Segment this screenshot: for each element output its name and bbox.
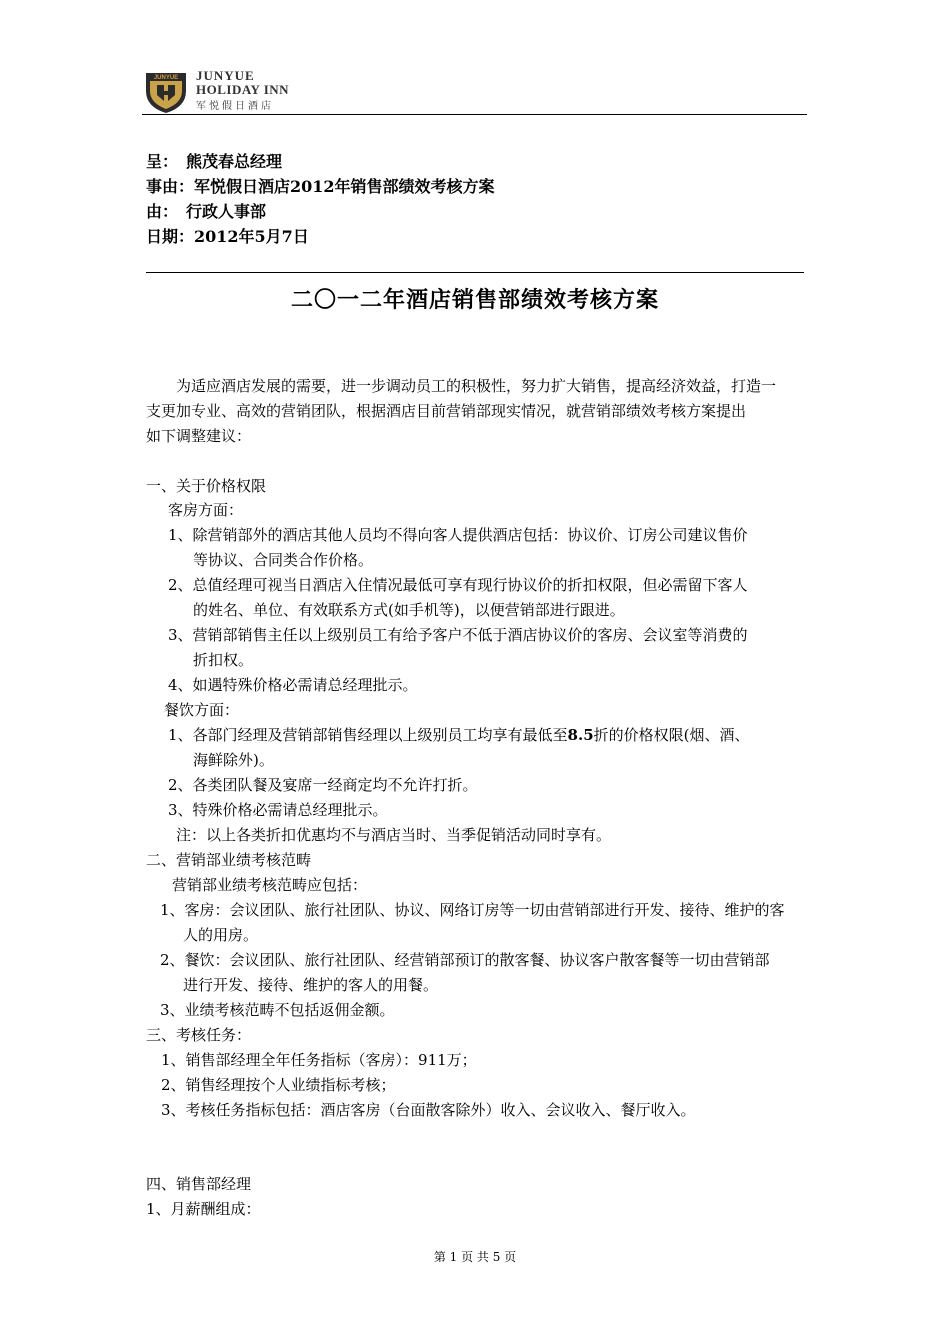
fb-item-1-line-2: 海鲜除外)。	[193, 751, 274, 769]
memo-subject-value: 军悦假日酒店2012年销售部绩效考核方案	[194, 177, 495, 196]
section2-item-1-line-2: 人的用房。	[183, 926, 259, 944]
section3-item-1: 1、销售部经理全年任务指标（客房）：911万；	[161, 1051, 477, 1069]
section2-heading: 二、营销部业绩考核范畴	[146, 851, 312, 869]
section4-item-1: 1、月薪酬组成：	[146, 1200, 261, 1218]
header-rule	[142, 114, 807, 115]
section1-heading: 一、关于价格权限	[146, 477, 267, 495]
memo-subject-label: 事由：	[146, 177, 195, 196]
fb-item-2: 2、各类团队餐及宴席一经商定均不允许打折。	[168, 776, 478, 794]
memo-date-label: 日期：	[146, 227, 195, 246]
section1-note: 注：以上各类折扣优惠均不与酒店当时、当季促销活动同时享有。	[176, 826, 612, 844]
rooms-item-1-line-2: 等协议、合同类合作价格。	[193, 551, 374, 569]
fb-item-1-text-b: 折的价格权限(烟、酒、	[593, 726, 750, 744]
section4-heading: 四、销售部经理	[146, 1175, 252, 1193]
memo-from-label: 由：	[146, 202, 179, 221]
rooms-item-2-line-1: 2、总值经理可视当日酒店入住情况最低可享有现行协议价的折扣权限，但必需留下客人	[168, 576, 748, 594]
memo-to	[146, 152, 282, 172]
section2-item-3: 3、业绩考核范畴不包括返佣金额。	[160, 1001, 395, 1019]
fb-item-1-text-a: 1、各部门经理及营销部销售经理以上级别员工均享有最低至	[168, 726, 568, 744]
section3-item-2: 2、销售经理按个人业绩指标考核；	[161, 1076, 396, 1094]
memo-to-label: 呈：	[146, 152, 179, 171]
page-footer: 第 1 页 共 5 页	[433, 1250, 517, 1264]
memo-to-value: 熊茂春总经理	[186, 152, 283, 171]
logo-name-cn: 军悦假日酒店	[196, 101, 274, 112]
logo-emblem-text: JUNYUE	[153, 75, 179, 81]
memo-date-value: 2012年5月7日	[194, 227, 309, 246]
section3-item-3: 3、考核任务指标包括：酒店客房（台面散客除外）收入、会议收入、餐厅收入。	[161, 1101, 696, 1119]
memo-subject	[146, 177, 495, 197]
rooms-item-1-line-1: 1、除营销部外的酒店其他人员均不得向客人提供酒店包括：协议价、订房公司建议售价	[168, 526, 748, 544]
fb-item-1-discount: 8.5	[567, 726, 594, 744]
intro-line-1: 为适应酒店发展的需要，进一步调动员工的积极性，努力扩大销售，提高经济效益，打造一	[176, 377, 777, 395]
rooms-item-3-line-1: 3、营销部销售主任以上级别员工有给予客户不低于酒店协议价的客房、会议室等消费的	[168, 626, 748, 644]
document-title: 二〇一二年酒店销售部绩效考核方案	[290, 287, 659, 313]
hotel-logo-emblem	[142, 67, 190, 115]
logo-name-en-2: HOLIDAY INN	[196, 82, 290, 97]
fb-item-1-line-1	[168, 725, 750, 745]
rooms-item-2-line-2: 的姓名、单位、有效联系方式(如手机等)，以便营销部进行跟进。	[193, 601, 625, 619]
logo-name-en-1: JUNYUE	[196, 68, 255, 83]
rooms-item-4: 4、如遇特殊价格必需请总经理批示。	[168, 676, 418, 694]
section1-rooms-heading: 客房方面：	[168, 501, 244, 519]
section2-item-2-line-2: 进行开发、接待、维护的客人的用餐。	[183, 976, 439, 994]
fb-item-3: 3、特殊价格必需请总经理批示。	[168, 801, 388, 819]
section2-sub: 营销部业绩考核范畴应包括：	[172, 876, 368, 894]
intro-line-3: 如下调整建议：	[146, 427, 252, 445]
intro-line-2: 支更加专业、高效的营销团队，根据酒店目前营销部现实情况，就营销部绩效考核方案提出	[146, 402, 747, 420]
memo-from-value: 行政人事部	[186, 202, 267, 221]
section2-item-2-line-1: 2、餐饮：会议团队、旅行社团队、经营销部预订的散客餐、协议客户散客餐等一切由营销部	[160, 951, 770, 969]
section1-fb-heading: 餐饮方面：	[164, 701, 240, 719]
rooms-item-3-line-2: 折扣权。	[193, 651, 254, 669]
memo-from	[146, 202, 266, 222]
memo-rule	[146, 272, 804, 273]
section2-item-1-line-1: 1、客房：会议团队、旅行社团队、协议、网络订房等一切由营销部进行开发、接待、维护的客	[160, 901, 785, 919]
memo-date	[146, 227, 309, 247]
section3-heading: 三、考核任务：	[146, 1026, 252, 1044]
